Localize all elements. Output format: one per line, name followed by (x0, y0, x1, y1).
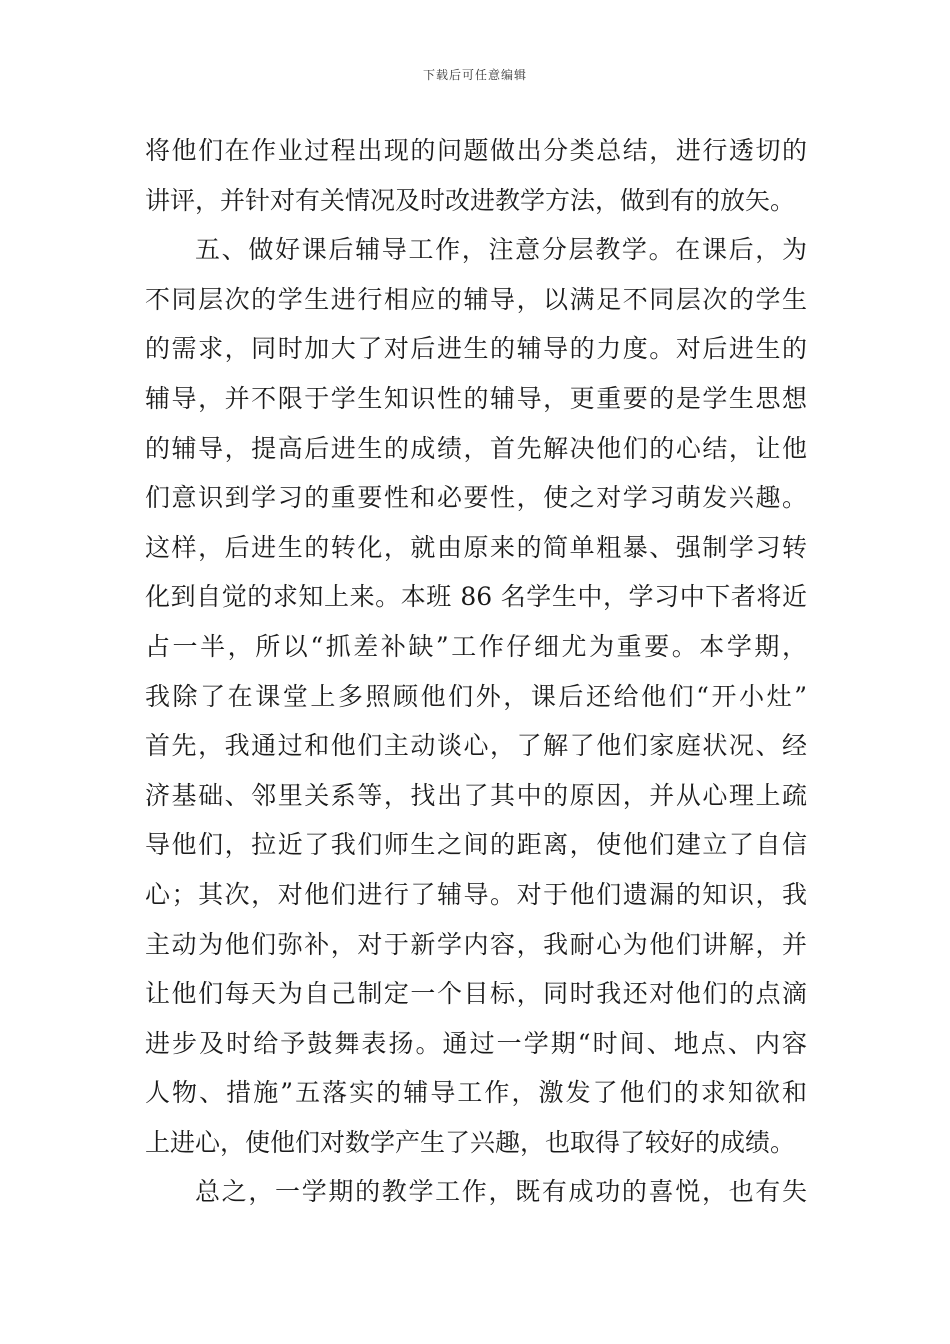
paragraph-start-line: 总之，一学期的教学工作，既有成功的喜悦，也有失 (195, 1177, 807, 1207)
text-line: 导他们，拉近了我们师生之间的距离，使他们建立了自信 (145, 830, 807, 860)
text-line: 首先，我通过和他们主动谈心，了解了他们家庭状况、经 (145, 731, 807, 761)
text-line: 的需求，同时加大了对后进生的辅导的力度。对后进生的 (145, 334, 807, 364)
text-line: 济基础、邻里关系等，找出了其中的原因，并从心理上疏 (145, 780, 807, 810)
text-line: 讲评，并针对有关情况及时改进教学方法，做到有的放矢。 (145, 185, 796, 215)
text-line: 不同层次的学生进行相应的辅导，以满足不同层次的学生 (145, 284, 807, 314)
text-line: 化到自觉的求知上来。本班 86 名学生中，学习中下者将近 (145, 582, 807, 612)
text-line: 进步及时给予鼓舞表扬。通过一学期“时间、地点、内容 (145, 1028, 807, 1058)
text-line: 人物、措施”五落实的辅导工作，激发了他们的求知欲和 (145, 1078, 807, 1108)
text-line: 让他们每天为自己制定一个目标，同时我还对他们的点滴 (145, 979, 807, 1009)
text-line: 我除了在课堂上多照顾他们外，课后还给他们“开小灶” (145, 681, 807, 711)
text-line: 辅导，并不限于学生知识性的辅导，更重要的是学生思想 (145, 383, 807, 413)
text-line: 的辅导，提高后进生的成绩，首先解决他们的心结，让他 (145, 433, 807, 463)
text-line: 上进心，使他们对数学产生了兴趣，也取得了较好的成绩。 (145, 1127, 796, 1157)
page-header: 下载后可任意编辑 (422, 68, 527, 82)
text-line: 将他们在作业过程出现的问题做出分类总结，进行透切的 (145, 136, 807, 165)
document-body (145, 126, 807, 1217)
text-line: 这样，后进生的转化，就由原来的简单粗暴、强制学习转 (145, 532, 807, 562)
text-line: 们意识到学习的重要性和必要性，使之对学习萌发兴趣。 (145, 483, 807, 513)
text-line: 占一半，所以“抓差补缺”工作仔细尤为重要。本学期， (145, 631, 807, 661)
text-line: 主动为他们弥补，对于新学内容，我耐心为他们讲解，并 (145, 929, 807, 959)
paragraph-start-line: 五、做好课后辅导工作，注意分层教学。在课后，为 (195, 235, 807, 265)
text-line: 心；其次，对他们进行了辅导。对于他们遗漏的知识，我 (145, 879, 807, 909)
